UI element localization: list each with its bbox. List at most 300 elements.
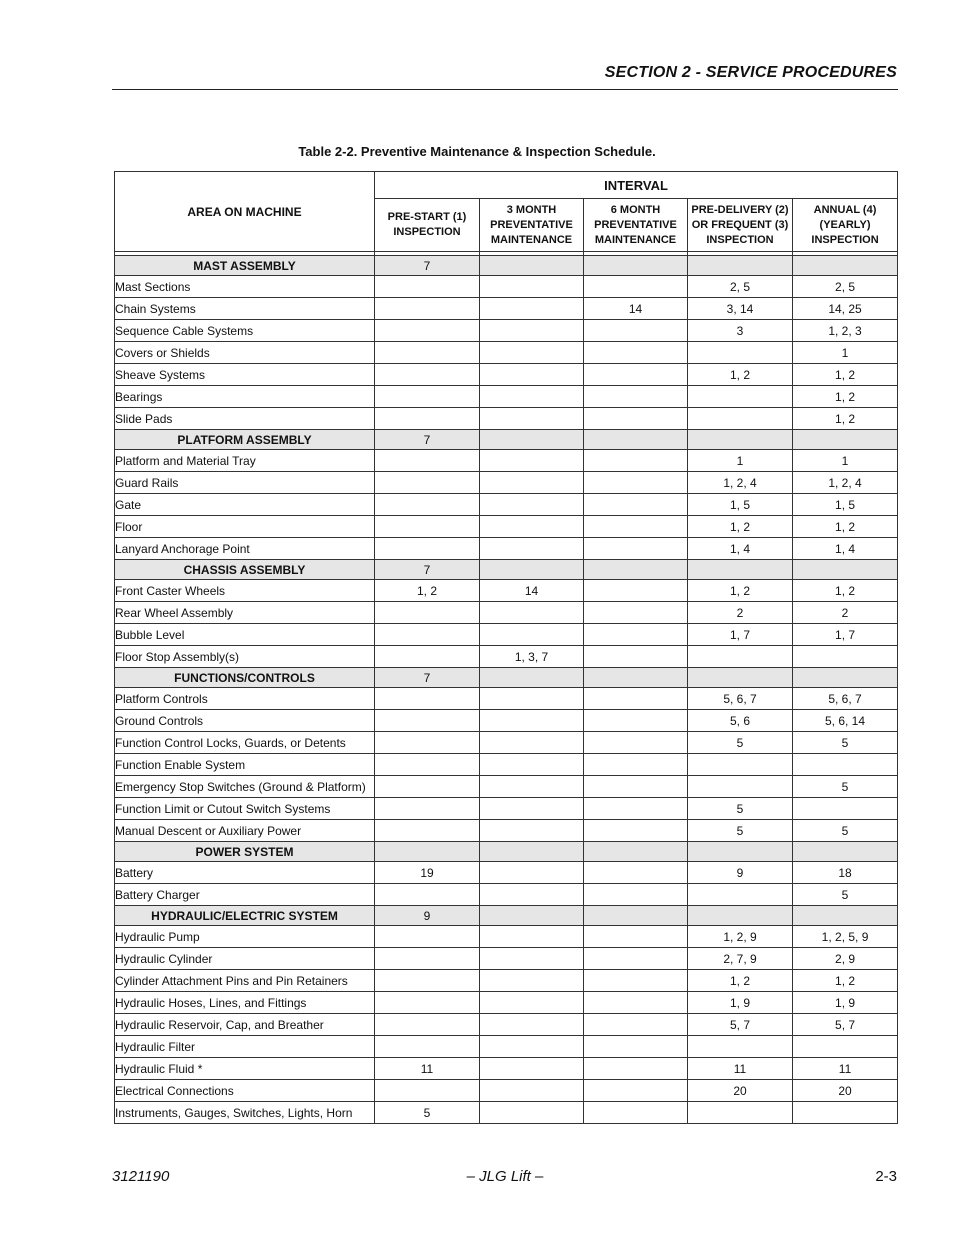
interval-cell — [480, 602, 584, 624]
interval-cell — [584, 646, 688, 668]
interval-cell — [480, 948, 584, 970]
interval-cell — [480, 560, 584, 580]
row-label: Mast Sections — [115, 276, 375, 298]
interval-cell — [584, 580, 688, 602]
row-label: Hydraulic Reservoir, Cap, and Breather — [115, 1014, 375, 1036]
interval-cell — [375, 276, 480, 298]
interval-cell — [584, 948, 688, 970]
interval-cell: 7 — [375, 256, 480, 276]
interval-cell — [793, 842, 898, 862]
table-row — [115, 1014, 898, 1036]
interval-cell — [480, 276, 584, 298]
interval-cell — [480, 798, 584, 820]
table-row — [115, 798, 898, 820]
table-row — [115, 862, 898, 884]
interval-cell — [584, 926, 688, 948]
interval-cell — [480, 298, 584, 320]
interval-cell: 7 — [375, 430, 480, 450]
table-row — [115, 364, 898, 386]
interval-cell — [480, 494, 584, 516]
table-row — [115, 450, 898, 472]
row-label: Hydraulic Fluid * — [115, 1058, 375, 1080]
interval-cell — [793, 256, 898, 276]
interval-cell: 1, 3, 7 — [480, 646, 584, 668]
interval-cell — [688, 386, 793, 408]
section-label: HYDRAULIC/ELECTRIC SYSTEM — [115, 906, 375, 926]
interval-cell: 5, 6 — [688, 710, 793, 732]
interval-cell — [688, 430, 793, 450]
interval-cell — [480, 1036, 584, 1058]
interval-cell — [584, 364, 688, 386]
row-label: Platform Controls — [115, 688, 375, 710]
interval-cell — [584, 560, 688, 580]
interval-cell — [584, 342, 688, 364]
interval-cell — [375, 776, 480, 798]
section-row — [115, 256, 898, 276]
interval-cell — [375, 342, 480, 364]
interval-cell — [375, 926, 480, 948]
column-header-line: ANNUAL (4) — [813, 203, 877, 216]
interval-cell: 2, 7, 9 — [688, 948, 793, 970]
interval-cell — [375, 1014, 480, 1036]
interval-cell — [480, 884, 584, 906]
table-row — [115, 276, 898, 298]
interval-cell — [688, 646, 793, 668]
interval-cell — [584, 906, 688, 926]
interval-column-header — [688, 199, 793, 252]
column-header-line: (YEARLY) — [819, 218, 871, 231]
interval-cell — [584, 1102, 688, 1124]
interval-cell — [688, 906, 793, 926]
interval-cell: 9 — [688, 862, 793, 884]
row-label: Chain Systems — [115, 298, 375, 320]
table-row — [115, 1102, 898, 1124]
interval-cell: 1, 9 — [793, 992, 898, 1014]
column-header-line: MAINTENANCE — [594, 233, 677, 246]
table-row — [115, 710, 898, 732]
table-row — [115, 580, 898, 602]
interval-cell: 5 — [688, 820, 793, 842]
row-label: Hydraulic Filter — [115, 1036, 375, 1058]
interval-cell — [375, 538, 480, 560]
interval-cell: 1, 2 — [688, 970, 793, 992]
interval-cell: 1, 2 — [375, 580, 480, 602]
row-label: Floor — [115, 516, 375, 538]
interval-cell — [584, 602, 688, 624]
interval-cell: 7 — [375, 560, 480, 580]
interval-cell: 1, 4 — [688, 538, 793, 560]
interval-cell: 1, 2 — [688, 580, 793, 602]
interval-cell — [375, 386, 480, 408]
row-label: Sequence Cable Systems — [115, 320, 375, 342]
interval-cell — [375, 732, 480, 754]
table-row — [115, 538, 898, 560]
interval-cell: 1 — [793, 342, 898, 364]
interval-cell: 1, 2, 3 — [793, 320, 898, 342]
interval-cell — [584, 1080, 688, 1102]
row-label: Cylinder Attachment Pins and Pin Retainers — [115, 970, 375, 992]
table-row — [115, 342, 898, 364]
row-label: Hydraulic Cylinder — [115, 948, 375, 970]
interval-cell — [584, 842, 688, 862]
interval-cell: 1, 9 — [688, 992, 793, 1014]
row-label: Battery Charger — [115, 884, 375, 906]
interval-cell — [375, 494, 480, 516]
interval-cell: 5 — [688, 732, 793, 754]
page-number: 2-3 — [875, 1168, 897, 1185]
interval-cell — [584, 472, 688, 494]
interval-cell — [375, 602, 480, 624]
interval-cell — [584, 516, 688, 538]
interval-cell — [375, 516, 480, 538]
interval-column-header — [793, 199, 898, 252]
row-label: Floor Stop Assembly(s) — [115, 646, 375, 668]
interval-cell — [375, 842, 480, 862]
section-row — [115, 668, 898, 688]
table-row — [115, 494, 898, 516]
interval-cell: 1, 7 — [688, 624, 793, 646]
interval-cell: 5 — [688, 798, 793, 820]
interval-cell: 1, 2, 4 — [688, 472, 793, 494]
interval-cell — [584, 1058, 688, 1080]
interval-cell — [375, 798, 480, 820]
header-divider — [112, 89, 898, 90]
interval-cell — [793, 1036, 898, 1058]
interval-cell: 14 — [480, 580, 584, 602]
interval-cell — [793, 668, 898, 688]
interval-cell — [480, 386, 584, 408]
interval-cell: 5 — [793, 884, 898, 906]
table-row — [115, 754, 898, 776]
interval-cell: 18 — [793, 862, 898, 884]
table-row — [115, 1080, 898, 1102]
interval-cell — [375, 408, 480, 430]
interval-cell: 1, 2 — [793, 408, 898, 430]
interval-column-header — [375, 199, 480, 252]
interval-cell — [793, 430, 898, 450]
interval-cell — [375, 710, 480, 732]
table-row — [115, 602, 898, 624]
interval-cell — [688, 256, 793, 276]
table-row — [115, 516, 898, 538]
row-label: Battery — [115, 862, 375, 884]
row-label: Gate — [115, 494, 375, 516]
interval-cell — [375, 364, 480, 386]
column-header-line: PREVENTATIVE — [490, 218, 573, 231]
interval-cell — [375, 948, 480, 970]
interval-cell — [480, 1058, 584, 1080]
interval-cell — [793, 1102, 898, 1124]
interval-cell — [584, 970, 688, 992]
interval-cell — [584, 430, 688, 450]
interval-cell: 20 — [688, 1080, 793, 1102]
interval-cell — [793, 754, 898, 776]
interval-cell: 5, 7 — [793, 1014, 898, 1036]
area-column-header: AREA ON MACHINE — [115, 172, 375, 252]
interval-cell — [375, 884, 480, 906]
interval-header: INTERVAL — [375, 172, 898, 199]
interval-cell — [584, 732, 688, 754]
interval-cell — [688, 1102, 793, 1124]
interval-cell: 1, 7 — [793, 624, 898, 646]
interval-cell — [480, 624, 584, 646]
interval-cell — [584, 754, 688, 776]
interval-cell: 1, 2 — [793, 516, 898, 538]
interval-cell — [480, 862, 584, 884]
row-label: Covers or Shields — [115, 342, 375, 364]
interval-cell: 11 — [375, 1058, 480, 1080]
interval-cell: 1, 2 — [793, 970, 898, 992]
interval-cell: 5, 6, 7 — [688, 688, 793, 710]
interval-cell: 1, 4 — [793, 538, 898, 560]
interval-cell — [584, 276, 688, 298]
interval-cell — [584, 1014, 688, 1036]
table-row — [115, 408, 898, 430]
section-row — [115, 560, 898, 580]
row-label: Manual Descent or Auxiliary Power — [115, 820, 375, 842]
interval-cell — [480, 776, 584, 798]
interval-cell — [584, 992, 688, 1014]
document-number: 3121190 — [112, 1168, 170, 1185]
interval-cell — [480, 1102, 584, 1124]
interval-cell — [480, 732, 584, 754]
table-row — [115, 472, 898, 494]
interval-cell — [584, 798, 688, 820]
interval-cell: 7 — [375, 668, 480, 688]
row-label: Function Limit or Cutout Switch Systems — [115, 798, 375, 820]
interval-cell: 11 — [793, 1058, 898, 1080]
row-label: Electrical Connections — [115, 1080, 375, 1102]
interval-cell — [480, 516, 584, 538]
interval-cell: 20 — [793, 1080, 898, 1102]
interval-cell: 5, 6, 14 — [793, 710, 898, 732]
interval-cell — [584, 688, 688, 710]
section-label: POWER SYSTEM — [115, 842, 375, 862]
row-label: Instruments, Gauges, Switches, Lights, Horn — [115, 1102, 375, 1124]
interval-cell — [688, 884, 793, 906]
interval-cell — [480, 970, 584, 992]
table-row — [115, 820, 898, 842]
interval-cell: 1, 2, 5, 9 — [793, 926, 898, 948]
table-row — [115, 1036, 898, 1058]
interval-cell — [688, 842, 793, 862]
interval-cell — [375, 688, 480, 710]
column-header-line: INSPECTION — [811, 233, 879, 246]
interval-cell: 2, 5 — [688, 276, 793, 298]
interval-cell — [480, 364, 584, 386]
interval-cell — [375, 646, 480, 668]
table-row — [115, 776, 898, 798]
interval-cell — [480, 710, 584, 732]
interval-cell — [793, 906, 898, 926]
row-label: Lanyard Anchorage Point — [115, 538, 375, 560]
interval-cell — [375, 450, 480, 472]
interval-cell — [375, 472, 480, 494]
section-row — [115, 842, 898, 862]
row-label: Platform and Material Tray — [115, 450, 375, 472]
column-header-line: OR FREQUENT (3) — [691, 218, 789, 231]
interval-cell: 2, 5 — [793, 276, 898, 298]
interval-cell — [480, 992, 584, 1014]
interval-cell — [793, 560, 898, 580]
interval-cell: 2, 9 — [793, 948, 898, 970]
interval-cell: 5 — [793, 732, 898, 754]
row-label: Bearings — [115, 386, 375, 408]
row-label: Bubble Level — [115, 624, 375, 646]
interval-cell: 1, 5 — [793, 494, 898, 516]
interval-cell: 14 — [584, 298, 688, 320]
interval-column-header — [480, 199, 584, 252]
column-header-line: INSPECTION — [706, 233, 774, 246]
interval-cell — [480, 430, 584, 450]
column-header-line: 3 MONTH — [506, 203, 557, 216]
row-label: Front Caster Wheels — [115, 580, 375, 602]
row-label: Guard Rails — [115, 472, 375, 494]
interval-cell — [584, 1036, 688, 1058]
interval-cell — [584, 820, 688, 842]
table-row — [115, 320, 898, 342]
interval-cell: 1, 5 — [688, 494, 793, 516]
maintenance-schedule-table — [114, 171, 898, 1124]
table-row — [115, 298, 898, 320]
interval-cell — [480, 342, 584, 364]
table-row — [115, 948, 898, 970]
section-label: PLATFORM ASSEMBLY — [115, 430, 375, 450]
interval-cell: 1, 2 — [688, 516, 793, 538]
table-row — [115, 688, 898, 710]
table-row — [115, 732, 898, 754]
interval-cell — [688, 408, 793, 430]
section-title: SECTION 2 - SERVICE PROCEDURES — [604, 64, 897, 81]
interval-cell — [584, 776, 688, 798]
row-label: Ground Controls — [115, 710, 375, 732]
row-label: Function Enable System — [115, 754, 375, 776]
interval-cell — [480, 842, 584, 862]
interval-cell: 1, 2 — [793, 580, 898, 602]
column-header-line: PRE-DELIVERY (2) — [691, 203, 789, 216]
footer-brand: – JLG Lift – — [466, 1168, 544, 1185]
interval-cell — [480, 408, 584, 430]
interval-cell — [584, 450, 688, 472]
interval-cell — [584, 386, 688, 408]
interval-cell — [375, 970, 480, 992]
interval-cell — [584, 320, 688, 342]
interval-cell: 1 — [793, 450, 898, 472]
interval-cell — [375, 992, 480, 1014]
interval-cell: 1, 2, 9 — [688, 926, 793, 948]
interval-cell — [688, 1036, 793, 1058]
interval-cell — [584, 408, 688, 430]
interval-cell — [480, 538, 584, 560]
interval-cell — [480, 450, 584, 472]
table-row — [115, 624, 898, 646]
interval-cell: 2 — [793, 602, 898, 624]
interval-cell: 2 — [688, 602, 793, 624]
interval-cell — [584, 494, 688, 516]
interval-cell: 5, 6, 7 — [793, 688, 898, 710]
interval-cell — [584, 256, 688, 276]
column-header-line: MAINTENANCE — [490, 233, 573, 246]
row-label: Slide Pads — [115, 408, 375, 430]
interval-cell — [480, 256, 584, 276]
interval-cell — [793, 798, 898, 820]
interval-cell — [375, 820, 480, 842]
table-row — [115, 926, 898, 948]
row-label: Rear Wheel Assembly — [115, 602, 375, 624]
interval-cell: 3, 14 — [688, 298, 793, 320]
section-label: FUNCTIONS/CONTROLS — [115, 668, 375, 688]
interval-cell — [480, 754, 584, 776]
interval-cell — [584, 538, 688, 560]
interval-cell — [375, 1036, 480, 1058]
interval-cell — [375, 320, 480, 342]
row-label: Hydraulic Pump — [115, 926, 375, 948]
interval-cell — [375, 624, 480, 646]
interval-cell: 5, 7 — [688, 1014, 793, 1036]
interval-column-header — [584, 199, 688, 252]
section-row — [115, 430, 898, 450]
section-row — [115, 906, 898, 926]
interval-cell — [793, 646, 898, 668]
interval-cell: 1 — [688, 450, 793, 472]
table-row — [115, 884, 898, 906]
table-row — [115, 970, 898, 992]
section-label: CHASSIS ASSEMBLY — [115, 560, 375, 580]
table-row — [115, 992, 898, 1014]
interval-cell: 5 — [793, 820, 898, 842]
interval-cell — [480, 320, 584, 342]
interval-cell — [480, 668, 584, 688]
interval-cell: 5 — [375, 1102, 480, 1124]
table-row — [115, 1058, 898, 1080]
interval-cell — [375, 1080, 480, 1102]
interval-cell — [480, 688, 584, 710]
row-label: Hydraulic Hoses, Lines, and Fittings — [115, 992, 375, 1014]
interval-cell — [480, 906, 584, 926]
interval-cell: 11 — [688, 1058, 793, 1080]
column-header-line: INSPECTION — [393, 226, 461, 238]
interval-cell — [375, 298, 480, 320]
table-row — [115, 386, 898, 408]
row-label: Sheave Systems — [115, 364, 375, 386]
column-header-line: PREVENTATIVE — [594, 218, 677, 231]
interval-cell — [480, 472, 584, 494]
interval-cell — [584, 884, 688, 906]
interval-cell: 1, 2 — [793, 386, 898, 408]
interval-cell: 14, 25 — [793, 298, 898, 320]
interval-cell — [480, 926, 584, 948]
interval-cell: 5 — [793, 776, 898, 798]
interval-cell — [688, 776, 793, 798]
interval-cell — [688, 668, 793, 688]
table-caption: Table 2-2. Preventive Maintenance & Inspection Schedule. — [298, 144, 656, 159]
interval-cell: 9 — [375, 906, 480, 926]
interval-cell — [584, 710, 688, 732]
row-label: Emergency Stop Switches (Ground & Platform) — [115, 776, 375, 798]
interval-cell: 1, 2 — [793, 364, 898, 386]
interval-cell — [480, 1014, 584, 1036]
interval-cell — [584, 862, 688, 884]
interval-cell: 3 — [688, 320, 793, 342]
interval-cell — [584, 624, 688, 646]
interval-cell — [688, 560, 793, 580]
interval-cell — [480, 820, 584, 842]
interval-cell: 1, 2 — [688, 364, 793, 386]
row-label: Function Control Locks, Guards, or Detents — [115, 732, 375, 754]
interval-cell — [584, 668, 688, 688]
interval-cell — [688, 342, 793, 364]
table-row — [115, 646, 898, 668]
